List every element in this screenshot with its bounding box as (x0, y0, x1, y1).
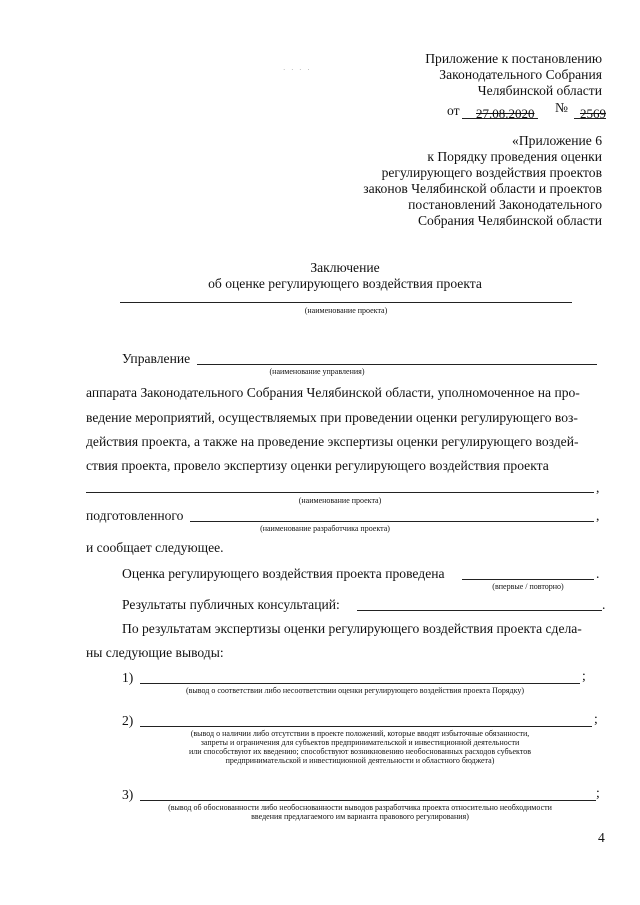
results-line-2: ны следующие выводы: (86, 645, 224, 660)
conclusion-2-line (140, 726, 592, 727)
conclusion-2-hint-1: (вывод о наличии либо отсутствии в проекте положений, которые вводят избыточные обязанности, (190, 729, 530, 738)
conclusion-2-hint-4: предпринимательской и инвестиционной деятельности и областного бюджета) (225, 756, 495, 765)
para1-line-1: аппарата Законодательного Собрания Челябинской области, уполномоченное на про- (86, 385, 580, 400)
assessment-label: Оценка регулирующего воздействия проекта проведена (122, 566, 445, 581)
assessment-line (462, 579, 594, 580)
results-line-1: По результатам экспертизы оценки регулирующего воздействия проекта сдела- (122, 621, 582, 636)
conclusion-2-num: 2) (122, 713, 134, 728)
comma-1: , (596, 480, 600, 495)
upravlenie-line (197, 364, 597, 365)
conclusion-1-line (140, 683, 580, 684)
conclusion-1-num: 1) (122, 670, 134, 685)
doc-subtitle: об оценке регулирующего воздействия проекта (208, 276, 482, 291)
conclusion-2-hint-3: или способствуют их введению; способствуют возникновению необоснованных расходов субъектов (189, 747, 531, 756)
para1-line-4: ствия проекта, провело экспертизу оценки регулирующего воздействия проекта (86, 458, 549, 473)
appendix-line-6: Собрания Челябинской области (417, 213, 602, 228)
comma-2: , (596, 508, 600, 523)
conclusion-3-hint-2: введения предлагаемого им варианта правового регулирования) (251, 812, 469, 821)
conclusion-3-num: 3) (122, 787, 134, 802)
conclusion-3-line (140, 800, 596, 801)
prepared-line (190, 521, 594, 522)
appendix-line-3: регулирующего воздействия проектов (381, 165, 602, 180)
project-hint: (наименование проекта) (298, 496, 382, 505)
para1-line-2: ведение мероприятий, осуществляемых при проведении оценки регулирующего воз- (86, 410, 578, 425)
para1-line-3: действия проекта, а также на проведение экспертизы оценки регулирующего воздей- (86, 434, 579, 449)
page-number: 4 (598, 830, 605, 845)
reports-line: и сообщает следующее. (86, 540, 224, 555)
prepared-label: подготовленного (86, 508, 184, 523)
number-value: 2569 (580, 106, 606, 121)
scan-noise: · · · · (283, 66, 312, 74)
conclusion-1-end: ; (582, 668, 586, 683)
date-prefix: от (447, 103, 460, 118)
public-label: Результаты публичных консультаций: (122, 597, 340, 612)
conclusion-1-hint: (вывод о соответствии либо несоответствии оценки регулирующего воздействия проекта Порядку) (185, 686, 525, 695)
appendix-line-2: к Порядку проведения оценки (427, 149, 602, 164)
project-line (86, 492, 594, 493)
appendix-line-5: постановлений Законодательного (408, 197, 602, 212)
doc-title: Заключение (310, 260, 380, 275)
header-line-3: Челябинской области (477, 83, 602, 98)
prepared-hint: (наименование разработчика проекта) (260, 524, 390, 533)
date-value: 27.08.2020 (476, 106, 535, 121)
public-line (357, 610, 602, 611)
upravlenie-hint: (наименование управления) (269, 367, 365, 376)
number-sign: № (555, 100, 568, 115)
period-1: . (596, 566, 600, 581)
project-name-line (120, 302, 572, 303)
appendix-line-4: законов Челябинской области и проектов (363, 181, 602, 196)
appendix-line-1: «Приложение 6 (512, 133, 602, 148)
conclusion-3-end: ; (596, 785, 600, 800)
project-name-hint: (наименование проекта) (304, 306, 388, 315)
period-2: . (602, 597, 606, 612)
header-line-2: Законодательного Собрания (439, 67, 602, 82)
header-line-1: Приложение к постановлению (425, 51, 602, 66)
assessment-hint: (впервые / повторно) (492, 582, 564, 591)
conclusion-2-hint-2: запреты и ограничения для субъектов предпринимательской и инвестиционной деятельности (200, 738, 520, 747)
conclusion-2-end: ; (594, 711, 598, 726)
upravlenie-label: Управление (122, 351, 191, 366)
conclusion-3-hint-1: (вывод об обоснованности либо необоснованности выводов разработчика проекта относительно необходимости (168, 803, 552, 812)
